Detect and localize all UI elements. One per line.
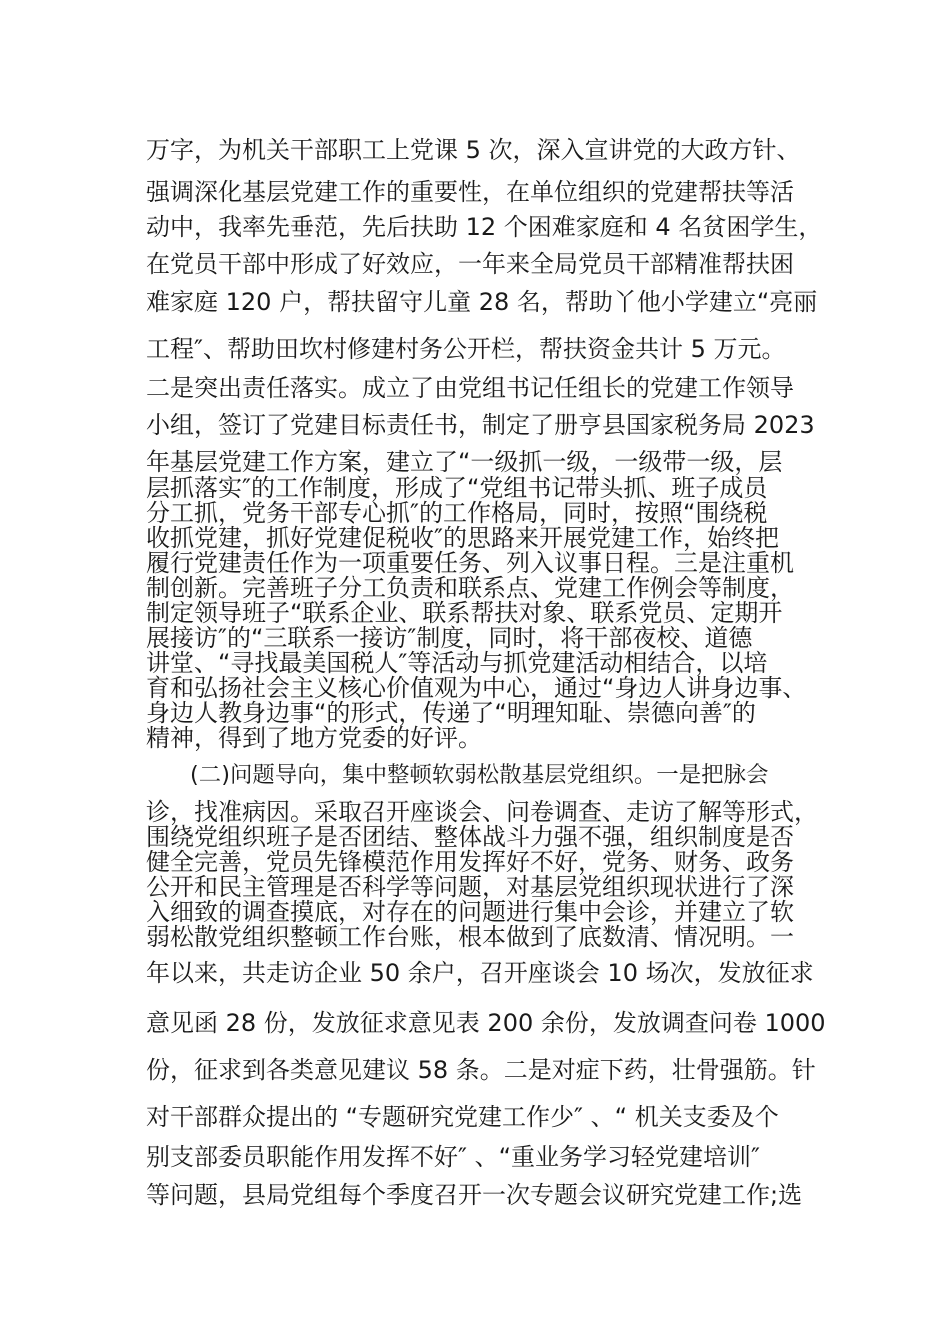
text-line: 对干部群众提出的 “专题研究党建工作少″ 、“ 机关支委及个 (146, 1103, 779, 1131)
text-line: 在党员干部中形成了好效应，一年来全局党员干部精准帮扶困 (146, 250, 794, 278)
text-line: 小组，签订了党建目标责任书，制定了册亨县国家税务局 2023 (146, 411, 815, 439)
text-line: 精神，得到了地方党委的好评。 (146, 724, 482, 752)
text-line: 展接访″的“三联系一接访″制度，同时，将干部夜校、道德 (146, 624, 753, 652)
text-line: 收抓党建，抓好党建促税收″的思路来开展党建工作，始终把 (146, 524, 779, 552)
text-line: 难家庭 120 户，帮扶留守儿童 28 名，帮助丫他小学建立“亮丽 (146, 288, 818, 316)
text-line: 入细致的调查摸底，对存在的问题进行集中会诊，并建立了软 (146, 898, 794, 926)
text-line: 公开和民主管理是否科学等问题，对基层党组织现状进行了深 (146, 873, 794, 901)
text-line: 强调深化基层党建工作的重要性，在单位组织的党建帮扶等活 (146, 178, 794, 206)
text-line: 二是突出责任落实。成立了由党组书记任组长的党建工作领导 (146, 374, 794, 402)
text-line: 围绕党组织班子是否团结、整体战斗力强不强，组织制度是否 (146, 823, 794, 851)
text-line: 弱松散党组织整顿工作台账，根本做到了底数清、情况明。一 (146, 923, 794, 951)
text-line: 万字，为机关干部职工上党课 5 次，深入宣讲党的大政方针、 (146, 136, 801, 164)
text-line: 身边人教身边事“的形式，传递了“明理知耻、崇德向善″的 (146, 699, 756, 727)
text-line: 育和弘扬社会主义核心价值观为中心，通过“身边人讲身边事、 (146, 674, 807, 702)
text-line: 层抓落实″的工作制度，形成了“党组书记带头抓、班子成员 (146, 474, 768, 502)
text-line: 份，征求到各类意见建议 58 条。二是对症下药，壮骨强筋。针 (146, 1056, 816, 1084)
text-line: 制定领导班子“联系企业、联系帮扶对象、联系党员、定期开 (146, 599, 783, 627)
text-line: 别支部委员职能作用发挥不好″ 、“重业务学习轻党建培训″ (146, 1143, 760, 1171)
text-line: 年以来，共走访企业 50 余户，召开座谈会 10 场次，发放征求 (146, 959, 814, 987)
text-line: 年基层党建工作方案，建立了“一级抓一级，一级带一级，层 (146, 448, 783, 476)
section-heading: (二)问题导向，集中整顿软弱松散基层党组织。一是把脉会 (190, 762, 769, 788)
text-line: 意见函 28 份，发放征求意见表 200 余份，发放调查问卷 1000 (146, 1009, 826, 1037)
text-line: 履行党建责任作为一项重要任务、列入议事日程。三是注重机 (146, 549, 794, 577)
text-line: 诊，找准病因。采取召开座谈会、问卷调查、走访了解等形式， (146, 798, 818, 826)
text-line: 分工抓，党务干部专心抓″的工作格局，同时，按照“围绕税 (146, 499, 768, 527)
text-line: 制创新。完善班子分工负责和联系点、党建工作例会等制度， (146, 574, 794, 602)
text-line: 等问题，县局党组每个季度召开一次专题会议研究党建工作;选 (146, 1181, 803, 1209)
text-line: 讲堂、“寻找最美国税人″等活动与抓党建活动相结合，以培 (146, 649, 768, 677)
text-line: 动中，我率先垂范，先后扶助 12 个困难家庭和 4 名贫困学生， (146, 213, 823, 241)
text-line: 健全完善，党员先锋模范作用发挥好不好，党务、财务、政务 (146, 848, 794, 876)
text-line: 工程″、帮助田坎村修建村务公开栏，帮扶资金共计 5 万元。 (146, 335, 786, 363)
